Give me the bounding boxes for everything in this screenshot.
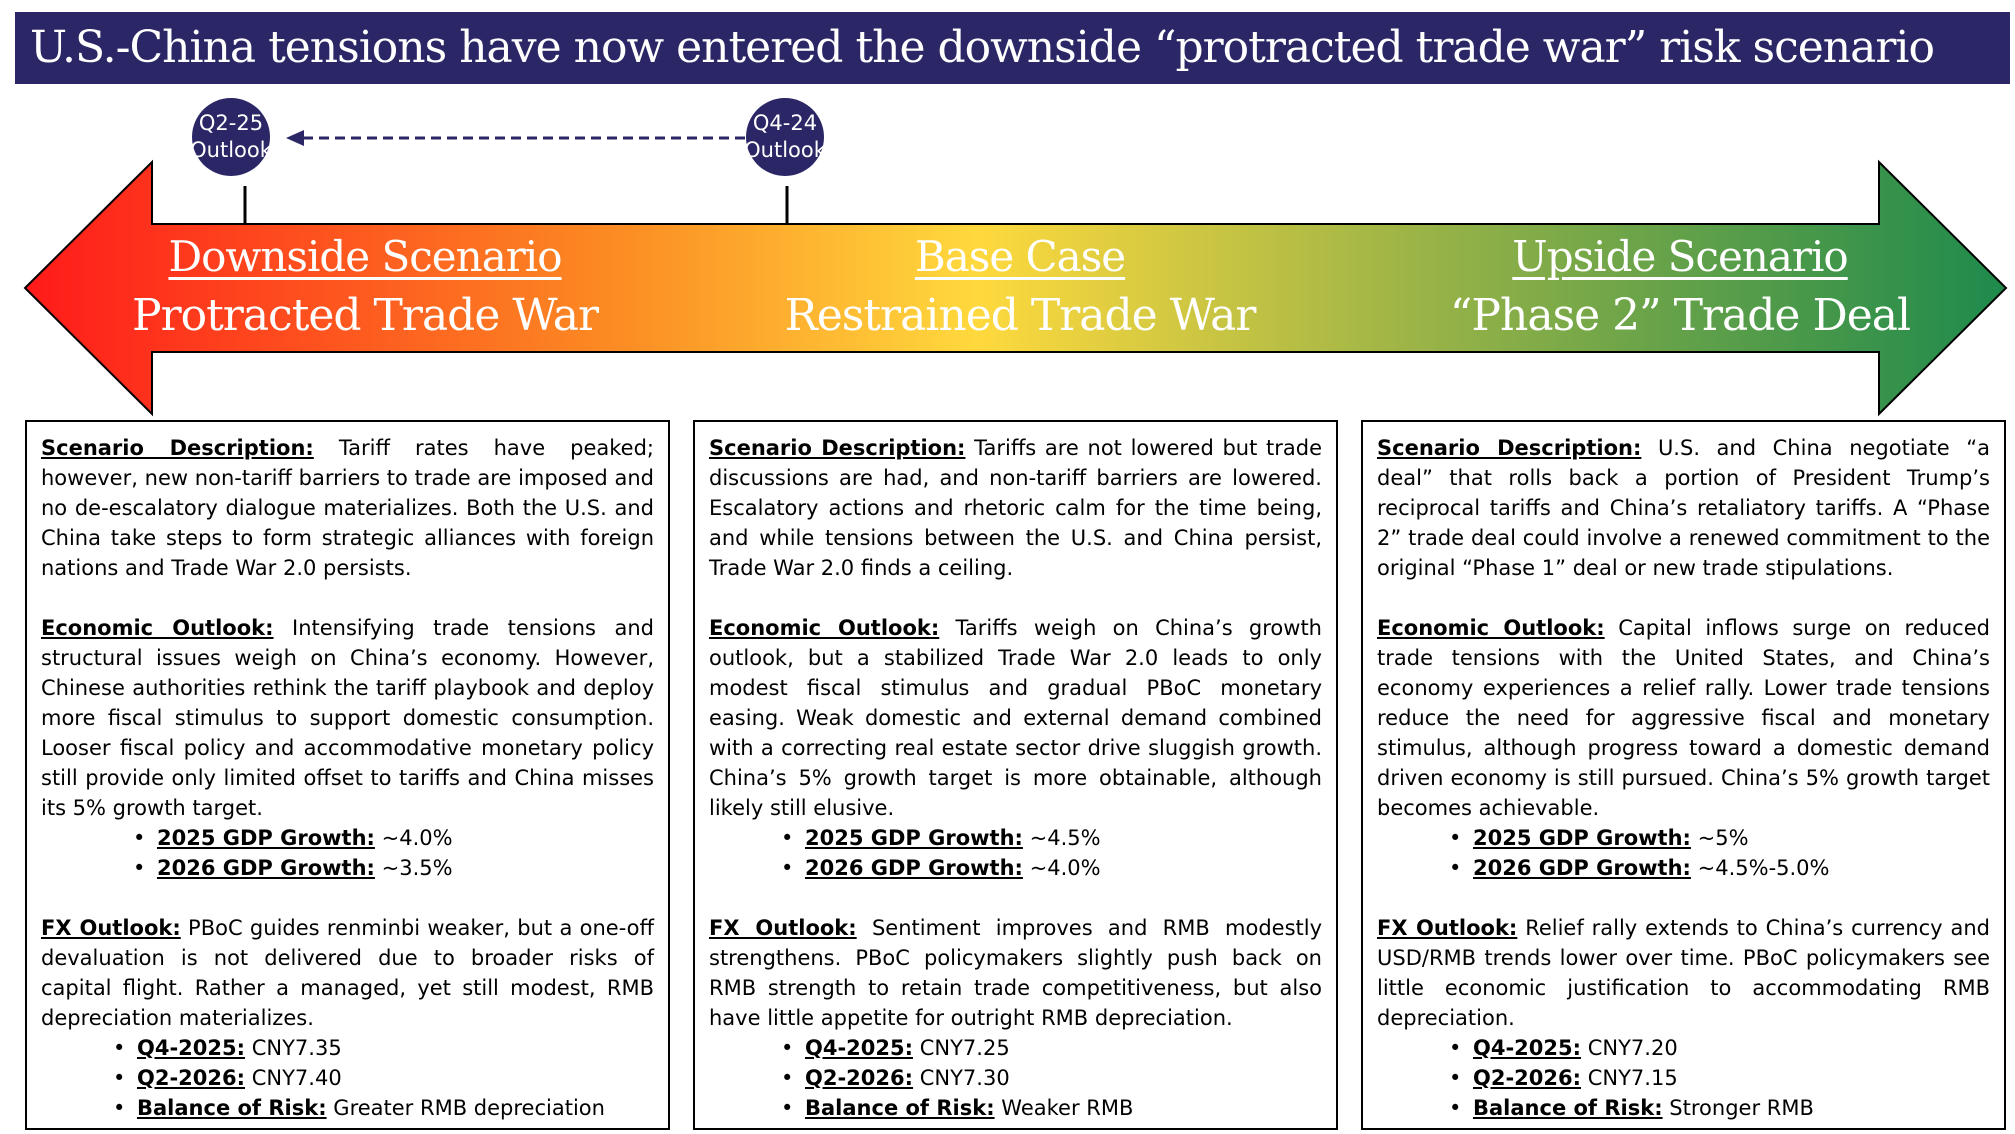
economic-outlook — [1377, 613, 1990, 823]
scenario-title: Base Case — [914, 232, 1126, 281]
fx-item-value: Weaker RMB — [1001, 1096, 1134, 1120]
fx-item-label: Q2-2026: — [805, 1066, 914, 1090]
gdp-list — [157, 823, 654, 883]
gdp-value: ~4.5%-5.0% — [1697, 856, 1830, 880]
description-text: Tariff rates have peaked; however, new non-tariff barriers to trade are imposed and no de-escalatory dialogue materializes. Both the U.S. and China take steps to form strategic alliances with foreign nations and Trade War 2.0 persists. — [41, 436, 654, 580]
list-item — [157, 853, 654, 883]
marker-line1: Q4-24 — [752, 111, 818, 135]
fx-item-value: CNY7.15 — [1587, 1066, 1678, 1090]
description-label: Scenario Description: — [41, 436, 314, 460]
econ-label: Economic Outlook: — [709, 616, 940, 640]
list-item — [805, 1063, 1322, 1093]
list-item — [1473, 853, 1990, 883]
upside-scenario-heading — [1420, 228, 1940, 346]
fx-item-label: Q2-2026: — [137, 1066, 246, 1090]
fx-item-value: Stronger RMB — [1669, 1096, 1814, 1120]
base-case-box — [693, 420, 1338, 1130]
marker-line2: Outlook — [190, 138, 272, 162]
fx-item-value: CNY7.25 — [919, 1036, 1010, 1060]
scenario-title: Upside Scenario — [1512, 232, 1848, 281]
fx-label: FX Outlook: — [709, 916, 857, 940]
gdp-value: ~4.0% — [381, 826, 453, 850]
list-item — [137, 1033, 654, 1063]
list-item — [805, 1033, 1322, 1063]
fx-item-label: Q2-2026: — [1473, 1066, 1582, 1090]
gdp-label: 2026 GDP Growth: — [1473, 856, 1691, 880]
econ-text: Capital inflows surge on reduced trade tensions with the United States, and China’s economy experiences a relief rally. Lower trade tensions reduce the need for aggressive fiscal and monetary stimulus, although progress toward a domestic demand driven economy is still pursued. China’s 5% growth target becomes achievable. — [1377, 616, 1990, 820]
econ-text: Tariffs weigh on China’s growth outlook, but a stabilized Trade War 2.0 leads to only modest fiscal stimulus and gradual PBoC monetary easing. Weak domestic and external demand combined with a correcting real estate sector drive sluggish growth. China’s 5% growth target is more obtainable, although likely still elusive. — [709, 616, 1322, 820]
marker-line2: Outlook — [744, 138, 826, 162]
fx-list — [137, 1033, 654, 1123]
description-label: Scenario Description: — [709, 436, 966, 460]
gdp-value: ~3.5% — [381, 856, 453, 880]
list-item — [1473, 1063, 1990, 1093]
fx-outlook — [41, 913, 654, 1033]
list-item — [805, 823, 1322, 853]
fx-text: PBoC guides renminbi weaker, but a one-off devaluation is not delivered due to broader risks of capital flight. Rather a managed, yet still modest, RMB depreciation materializes. — [41, 916, 654, 1030]
q2-25-outlook-marker — [192, 98, 270, 176]
description-label: Scenario Description: — [1377, 436, 1642, 460]
fx-item-label: Q4-2025: — [137, 1036, 246, 1060]
scenario-description — [41, 433, 654, 583]
fx-item-label: Q4-2025: — [1473, 1036, 1582, 1060]
gdp-value: ~5% — [1697, 826, 1749, 850]
upside-scenario-box — [1361, 420, 2006, 1130]
fx-item-label: Balance of Risk: — [1473, 1096, 1663, 1120]
econ-label: Economic Outlook: — [41, 616, 274, 640]
scenario-subtitle: “Phase 2” Trade Deal — [1449, 290, 1911, 341]
fx-list — [805, 1033, 1322, 1123]
gdp-label: 2026 GDP Growth: — [805, 856, 1023, 880]
base-case-heading — [760, 228, 1280, 346]
list-item — [805, 1093, 1322, 1123]
fx-outlook — [709, 913, 1322, 1033]
gdp-label: 2026 GDP Growth: — [157, 856, 375, 880]
downside-scenario-heading — [100, 228, 630, 346]
scenario-subtitle: Protracted Trade War — [131, 290, 599, 341]
fx-label: FX Outlook: — [1377, 916, 1518, 940]
list-item — [137, 1093, 654, 1123]
econ-label: Economic Outlook: — [1377, 616, 1605, 640]
arrowhead-left-icon — [286, 130, 304, 146]
economic-outlook — [41, 613, 654, 823]
fx-item-label: Balance of Risk: — [805, 1096, 995, 1120]
gdp-value: ~4.5% — [1029, 826, 1101, 850]
fx-item-label: Q4-2025: — [805, 1036, 914, 1060]
gdp-value: ~4.0% — [1029, 856, 1101, 880]
page-title: U.S.-China tensions have now entered the downside “protracted trade war” risk scenario — [30, 22, 1934, 73]
scenario-description — [1377, 433, 1990, 583]
fx-item-value: CNY7.30 — [919, 1066, 1010, 1090]
list-item — [1473, 823, 1990, 853]
gdp-label: 2025 GDP Growth: — [1473, 826, 1691, 850]
list-item — [1473, 1033, 1990, 1063]
econ-text: Intensifying trade tensions and structural issues weigh on China’s economy. However, Chinese authorities rethink the tariff playbook and deploy more fiscal stimulus to support domestic consumption. Looser fiscal policy and accommodative monetary policy still provide only limited offset to tariffs and China misses its 5% growth target. — [41, 616, 654, 820]
list-item — [805, 853, 1322, 883]
fx-item-value: CNY7.40 — [251, 1066, 342, 1090]
fx-text: Sentiment improves and RMB modestly strengthens. PBoC policymakers slightly push back on RMB strength to retain trade competitiveness, but also have little appetite for outright RMB depreciation. — [709, 916, 1323, 1030]
fx-outlook — [1377, 913, 1990, 1033]
list-item — [137, 1063, 654, 1093]
q4-24-outlook-marker — [746, 98, 824, 176]
scenario-title: Downside Scenario — [168, 232, 562, 281]
gdp-list — [1473, 823, 1990, 883]
fx-list — [1473, 1033, 1990, 1123]
fx-item-label: Balance of Risk: — [137, 1096, 327, 1120]
description-text: Tariffs are not lowered but trade discussions are had, and non-tariff barriers are lowered. Escalatory actions and rhetoric calm for the time being, and while tensions between the U.S. and China persist, Trade War 2.0 finds a ceiling. — [709, 436, 1322, 580]
economic-outlook — [709, 613, 1322, 823]
gdp-label: 2025 GDP Growth: — [157, 826, 375, 850]
marker-line1: Q2-25 — [198, 111, 264, 135]
scenario-subtitle: Restrained Trade War — [784, 290, 1256, 341]
fx-text: Relief rally extends to China’s currency and USD/RMB trends lower over time. PBoC policymakers see little economic justification to accommodating RMB depreciation. — [1377, 916, 1990, 1030]
fx-item-value: Greater RMB depreciation — [333, 1096, 605, 1120]
gdp-list — [805, 823, 1322, 883]
description-text: U.S. and China negotiate “a deal” that rolls back a portion of President Trump’s reciprocal tariffs and China’s retaliatory tariffs. A “Phase 2” trade deal could involve a renewed commitment to the original “Phase 1” deal or new trade stipulations. — [1377, 436, 1991, 580]
gdp-label: 2025 GDP Growth: — [805, 826, 1023, 850]
scenario-description — [709, 433, 1322, 583]
fx-item-value: CNY7.20 — [1587, 1036, 1678, 1060]
list-item — [1473, 1093, 1990, 1123]
downside-scenario-box — [25, 420, 670, 1130]
fx-item-value: CNY7.35 — [251, 1036, 342, 1060]
fx-label: FX Outlook: — [41, 916, 181, 940]
list-item — [157, 823, 654, 853]
